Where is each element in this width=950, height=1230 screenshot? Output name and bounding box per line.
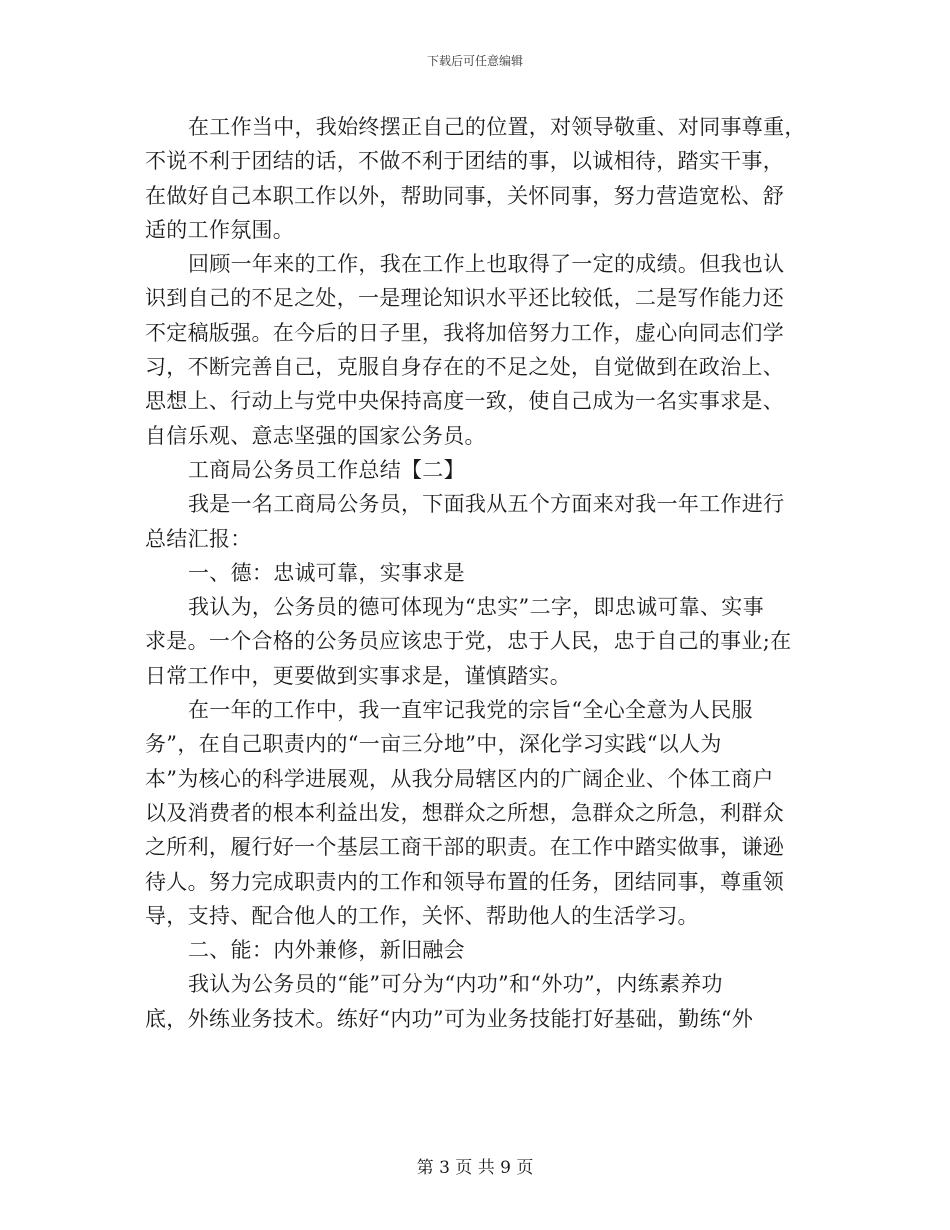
paragraph-line: 以及消费者的根本利益出发，想群众之所想，急群众之所急，利群众 — [145, 800, 784, 825]
paragraph-line: 不定稿版强。在今后的日子里，我将加倍努力工作，虚心向同志们学 — [145, 320, 784, 345]
subsection-heading: 二、能：内外兼修，新旧融会 — [188, 938, 465, 963]
paragraph-line: 在工作当中，我始终摆正自己的位置，对领导敬重、对同事尊重， — [188, 115, 806, 139]
paragraph-line: 我认为，公务员的德可体现为“忠实”二字，即忠诚可靠、实事 — [188, 595, 764, 620]
section-title: 工商局公务员工作总结【二】 — [188, 457, 465, 482]
paragraph-line: 之所利，履行好一个基层工商干部的职责。在工作中踏实做事，谦逊 — [145, 835, 784, 860]
page-number: 第 3 页 共 9 页 — [416, 1158, 534, 1178]
paragraph-line: 我是一名工商局公务员，下面我从五个方面来对我一年工作进行 — [188, 492, 785, 517]
paragraph-line: 自信乐观、意志坚强的国家公务员。 — [145, 423, 486, 448]
paragraph-line: 在做好自己本职工作以外，帮助同事，关怀同事，努力营造宽松、舒 — [145, 183, 784, 208]
paragraph-line: 总结汇报： — [145, 526, 252, 551]
paragraph-line: 回顾一年来的工作，我在工作上也取得了一定的成绩。但我也认 — [188, 252, 785, 277]
paragraph-line: 日常工作中，更要做到实事求是，谨慎踏实。 — [145, 663, 571, 688]
paragraph-line: 待人。努力完成职责内的工作和领导布置的任务，团结同事，尊重领 — [145, 869, 784, 894]
paragraph-line: 我认为公务员的“能”可分为“内功”和“外功”，内练素养功 — [188, 972, 723, 997]
paragraph-line: 底，外练业务技术。练好“内功”可为业务技能打好基础，勤练“外 — [145, 1006, 754, 1031]
paragraph-line: 习，不断完善自己，克服自身存在的不足之处，自觉做到在政治上、 — [145, 355, 784, 380]
paragraph-line: 适的工作氛围。 — [145, 217, 295, 242]
paragraph-line: 求是。一个合格的公务员应该忠于党，忠于人民，忠于自己的事业;在 — [145, 629, 792, 654]
paragraph-line: 本”为核心的科学进展观，从我分局辖区内的广阔企业、个体工商户 — [145, 766, 774, 791]
page-header: 下载后可任意编辑 — [426, 54, 523, 68]
paragraph-line: 务”，在自己职责内的“一亩三分地”中，深化学习实践“以人为 — [145, 732, 722, 757]
paragraph-line: 识到自己的不足之处，一是理论知识水平还比较低，二是写作能力还 — [145, 286, 784, 311]
paragraph-line: 导，支持、配合他人的工作，关怀、帮助他人的生活学习。 — [145, 903, 699, 928]
document-body — [145, 110, 810, 1036]
paragraph-line: 不说不利于团结的话，不做不利于团结的事，以诚相待，踏实干事， — [145, 149, 784, 174]
paragraph-line: 思想上、行动上与党中央保持高度一致，使自己成为一名实事求是、 — [145, 389, 784, 414]
paragraph-line: 在一年的工作中，我一直牢记我党的宗旨“全心全意为人民服 — [188, 698, 753, 723]
subsection-heading: 一、德：忠诚可靠，实事求是 — [188, 560, 465, 585]
